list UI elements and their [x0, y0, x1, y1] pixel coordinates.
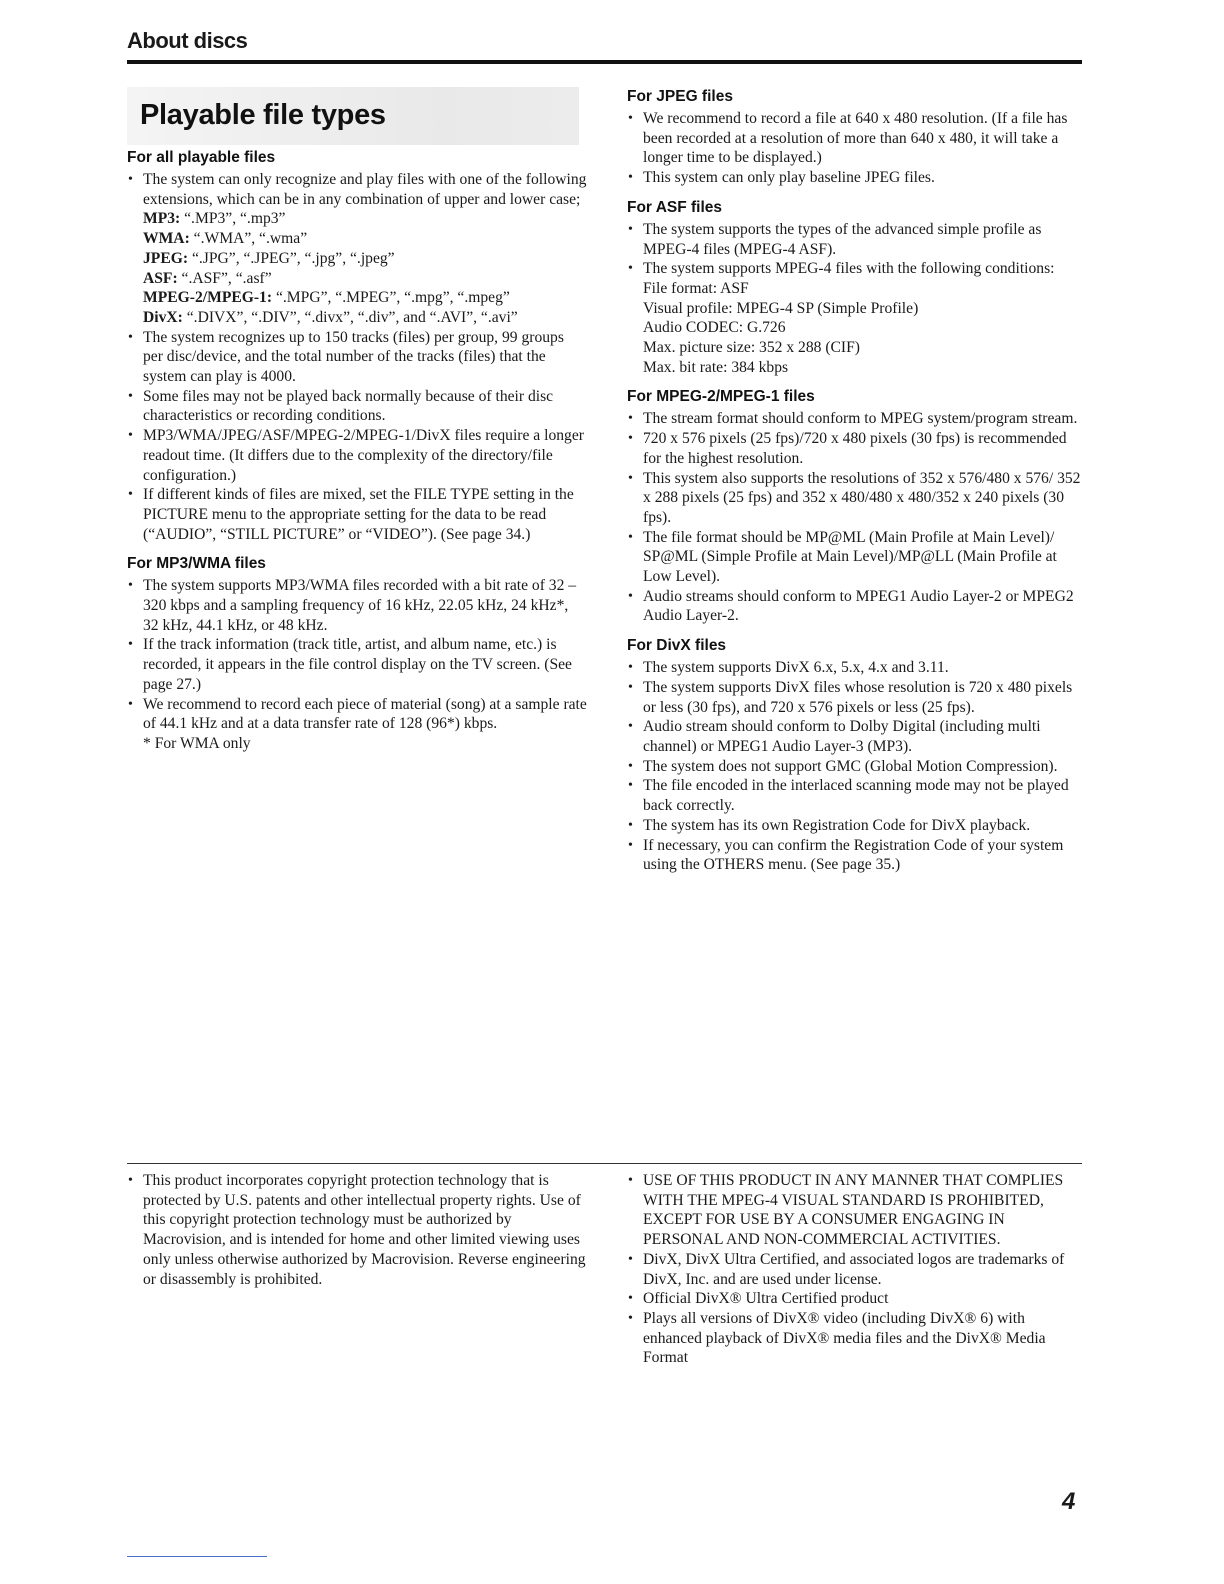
- asf-condition: Visual profile: MPEG-4 SP (Simple Profile): [643, 299, 919, 317]
- section-mp3-wma: [127, 554, 587, 753]
- list-item: • The system supports the types of the advanced simple profile as MPEG-4 files (MPEG-4 ASF).: [627, 220, 1083, 259]
- ext-label: MP3:: [143, 210, 181, 228]
- list-item: • Official DivX® Ultra Certified product: [627, 1289, 1083, 1309]
- list-notes-right: [627, 1171, 1083, 1368]
- list-notes-left: [127, 1171, 587, 1289]
- ext-divx: [143, 308, 587, 328]
- section-divx: [627, 636, 1083, 875]
- list-item: • The system has its own Registration Code for DivX playback.: [627, 816, 1083, 836]
- section-mpeg: [627, 387, 1083, 626]
- heading-all-files: For all playable files: [127, 149, 276, 166]
- list-item: [127, 695, 587, 754]
- list-item: • 720 x 576 pixels (25 fps)/720 x 480 pixels (30 fps) is recommended for the highest resolution.: [627, 429, 1083, 468]
- section-asf: [627, 198, 1083, 378]
- right-column: [627, 87, 1083, 885]
- notes-left: [127, 1171, 587, 1289]
- list-item: • The system does not support GMC (Global Motion Compression).: [627, 757, 1083, 777]
- section-header: About discs: [127, 28, 248, 53]
- list-item-text: The system can only recognize and play files with one of the following extensions, which can be in any combination of upper and lower case;: [143, 171, 587, 208]
- list-item: • This system can only play baseline JPEG files.: [627, 168, 1083, 188]
- list-item: • We recommend to record a file at 640 x 480 resolution. (If a file has been recorded at a resolution of more than 640 x 480, it will take a longer time to be displayed.): [627, 109, 1083, 168]
- list-item-text: The system supports MPEG-4 files with the following conditions:: [643, 260, 1055, 278]
- notes-divider: [127, 1163, 1082, 1164]
- list-item: • Some files may not be played back normally because of their disc characteristics or recording conditions.: [127, 387, 587, 426]
- asf-condition: Max. picture size: 352 x 288 (CIF): [643, 339, 860, 357]
- list-item: • The stream format should conform to MPEG system/program stream.: [627, 409, 1083, 429]
- list-item: • Plays all versions of DivX® video (including DivX® 6) with enhanced playback of DivX® media files and the DivX® Media Format: [627, 1309, 1083, 1368]
- list-item: • The system supports MP3/WMA files recorded with a bit rate of 32 – 320 kbps and a sampling frequency of 16 kHz, 22.05 kHz, 24 kHz*, 32 kHz, 44.1 kHz, or 48 kHz.: [127, 576, 587, 635]
- list-item: • This system also supports the resolutions of 352 x 576/480 x 576/ 352 x 288 pixels (25 fps) and 352 x 480/480 x 480/352 x 240 pixels (30 fps).: [627, 469, 1083, 528]
- ext-value: “.WMA”, “.wma”: [189, 230, 308, 248]
- heading-mp3-wma: For MP3/WMA files: [127, 555, 266, 573]
- footer-line: [127, 1556, 267, 1557]
- list-item: • MP3/WMA/JPEG/ASF/MPEG-2/MPEG-1/DivX files require a longer readout time. (It differs due to the complexity of the directory/file configuration.): [127, 426, 587, 485]
- heading-divx: For DivX files: [627, 637, 727, 655]
- page-title-box: [127, 87, 579, 145]
- ext-mpeg: [143, 288, 587, 308]
- list-item: • The file format should be MP@ML (Main Profile at Main Level)/ SP@ML (Simple Profile at Main Level)/MP@LL (Main Profile at Low Level).: [627, 528, 1083, 587]
- ext-value: “.MP3”, “.mp3”: [180, 210, 286, 228]
- section-jpeg: [627, 87, 1083, 188]
- list-item: • Audio stream should conform to Dolby Digital (including multi channel) or MPEG1 Audio Layer-3 (MP3).: [627, 717, 1083, 756]
- list-item: • This product incorporates copyright protection technology that is protected by U.S. patents and other intellectual property rights. Use of this copyright protection technology must be authorized by Macrovision, and is intended for home and other limited viewing uses only unless otherwise authorized by Macrovision. Reverse engineering or disassembly is prohibited.: [127, 1171, 587, 1289]
- ext-value: “.MPG”, “.MPEG”, “.mpg”, “.mpeg”: [272, 289, 510, 307]
- list-item: • If different kinds of files are mixed, set the FILE TYPE setting in the PICTURE menu to the appropriate setting for the data to be read (“AUDIO”, “STILL PICTURE” or “VIDEO”). (See page 34.): [127, 485, 587, 544]
- heading-jpeg: For JPEG files: [627, 88, 733, 105]
- footnote: * For WMA only: [143, 734, 251, 752]
- page-number: 4: [1062, 1488, 1076, 1515]
- ext-label: WMA:: [143, 230, 190, 248]
- list-item: • The system supports DivX 6.x, 5.x, 4.x and 3.11.: [627, 658, 1083, 678]
- list-mpeg: [627, 409, 1083, 626]
- ext-jpeg: [143, 249, 587, 269]
- ext-value: “.DIVX”, “.DIV”, “.divx”, “.div”, and “.AVI”, “.avi”: [182, 308, 518, 326]
- notes-right: [627, 1171, 1083, 1368]
- heading-mpeg: For MPEG-2/MPEG-1 files: [627, 388, 815, 406]
- section-all-files: [127, 148, 587, 544]
- header-rule: [127, 60, 1082, 64]
- list-item: • The system recognizes up to 150 tracks (files) per group, 99 groups per disc/device, and the total number of the tracks (files) that the system can play is 4000.: [127, 328, 587, 387]
- left-column: [127, 87, 587, 764]
- ext-mp3: [143, 209, 587, 229]
- asf-condition: Audio CODEC: G.726: [643, 319, 786, 337]
- asf-condition: File format: ASF: [643, 279, 749, 297]
- list-item: • Audio streams should conform to MPEG1 Audio Layer-2 or MPEG2 Audio Layer-2.: [627, 587, 1083, 626]
- list-item: • DivX, DivX Ultra Certified, and associated logos are trademarks of DivX, Inc. and are used under license.: [627, 1250, 1083, 1289]
- ext-value: “.JPG”, “.JPEG”, “.jpg”, “.jpeg”: [188, 249, 395, 267]
- asf-condition: Max. bit rate: 384 kbps: [643, 358, 789, 376]
- list-item: • The file encoded in the interlaced scanning mode may not be played back correctly.: [627, 776, 1083, 815]
- list-item: [627, 259, 1083, 377]
- ext-value: “.ASF”, “.asf”: [177, 269, 272, 287]
- ext-label: ASF:: [143, 269, 178, 287]
- page-title: Playable file types: [140, 99, 386, 132]
- ext-label: JPEG:: [143, 249, 189, 267]
- list-item: • The system supports DivX files whose resolution is 720 x 480 pixels or less (30 fps), and 720 x 576 pixels or less (25 fps).: [627, 678, 1083, 717]
- list-divx: [627, 658, 1083, 875]
- list-mp3-wma: [127, 576, 587, 753]
- ext-label: MPEG-2/MPEG-1:: [143, 289, 273, 307]
- list-item: [127, 170, 587, 328]
- list-item: • If the track information (track title, artist, and album name, etc.) is recorded, it appears in the file control display on the TV screen. (See page 27.): [127, 635, 587, 694]
- list-all-files: [127, 170, 587, 544]
- ext-label: DivX:: [143, 308, 183, 326]
- list-item: • USE OF THIS PRODUCT IN ANY MANNER THAT COMPLIES WITH THE MPEG-4 VISUAL STANDARD IS PROHIBITED, EXCEPT FOR USE BY A CONSUMER ENGAGING IN PERSONAL AND NON-COMMERCIAL ACTIVITIES.: [627, 1171, 1083, 1250]
- list-item-text: We recommend to record each piece of material (song) at a sample rate of 44.1 kHz and at a data transfer rate of 128 (96*) kbps.: [143, 695, 587, 733]
- ext-asf: [143, 269, 587, 289]
- heading-asf: For ASF files: [627, 198, 723, 216]
- list-item: • If necessary, you can confirm the Registration Code of your system using the OTHERS menu. (See page 35.): [627, 836, 1083, 875]
- ext-wma: [143, 229, 587, 249]
- list-asf: [627, 220, 1083, 378]
- list-jpeg: [627, 109, 1083, 188]
